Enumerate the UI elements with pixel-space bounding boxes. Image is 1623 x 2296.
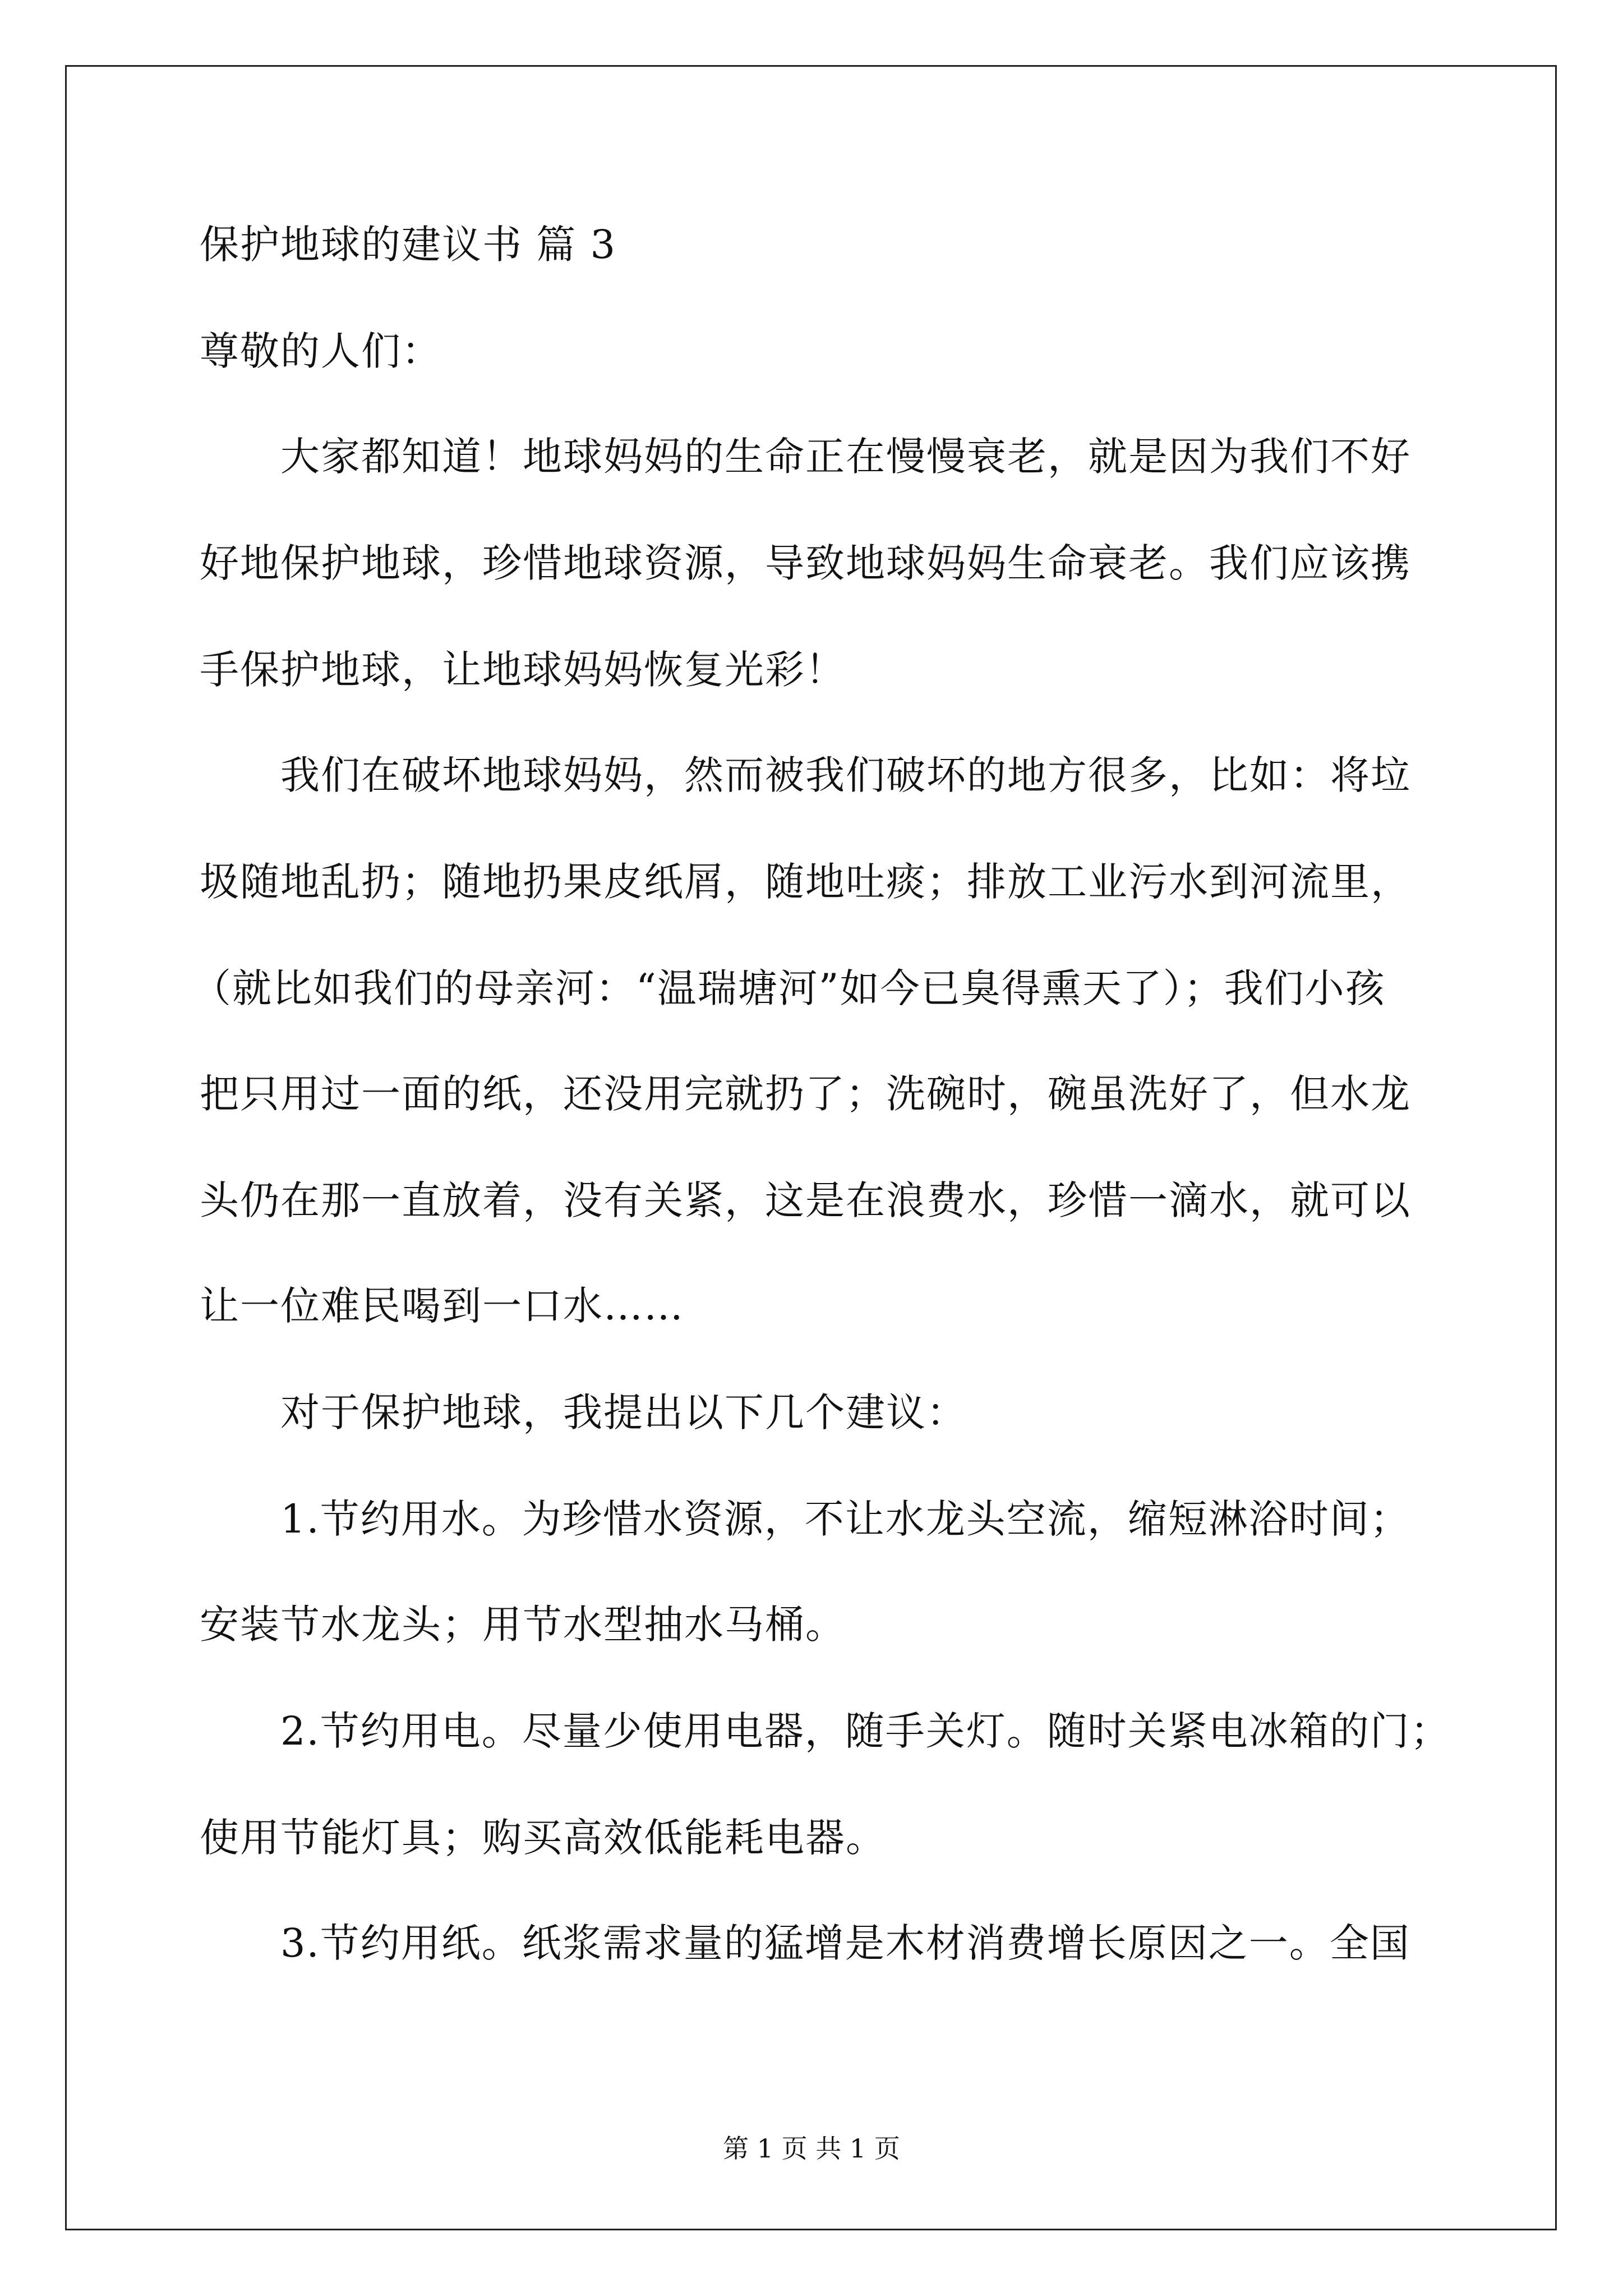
page-footer: 第 1 页 共 1 页 [723, 2133, 900, 2164]
list-item: 1.节约用水。为珍惜水资源，不让水龙头空流，缩短淋浴时间； [280, 1496, 1410, 1542]
paragraph-line: （就比如我们的母亲河：“温瑞塘河”如今已臭得熏天了）；我们小孩 [192, 965, 1386, 1011]
paragraph-line: 圾随地乱扔；随地扔果皮纸屑，随地吐痰；排放工业污水到河流里， [200, 859, 1411, 905]
list-item-continuation: 使用节能灯具；购买高效低能耗电器。 [200, 1815, 886, 1861]
paragraph-line: 手保护地球，让地球妈妈恢复光彩！ [200, 647, 846, 693]
paragraph-line: 我们在破坏地球妈妈，然而被我们破坏的地方很多，比如：将垃 [280, 752, 1411, 798]
paragraph-line: 让一位难民喝到一口水…… [200, 1283, 684, 1329]
list-item: 3.节约用纸。纸浆需求量的猛增是木材消费增长原因之一。全国 [280, 1920, 1410, 1966]
salutation: 尊敬的人们： [200, 328, 442, 374]
list-item-continuation: 安装节水龙头；用节水型抽水马桶。 [200, 1602, 846, 1648]
document-title: 保护地球的建议书 篇 3 [200, 222, 617, 268]
paragraph-line: 大家都知道！地球妈妈的生命正在慢慢衰老，就是因为我们不好 [280, 434, 1411, 480]
paragraph-line: 把只用过一面的纸，还没用完就扔了；洗碗时，碗虽洗好了，但水龙 [200, 1071, 1411, 1117]
paragraph-line: 头仍在那一直放着，没有关紧，这是在浪费水，珍惜一滴水，就可以 [200, 1177, 1411, 1223]
list-item: 2.节约用电。尽量少使用电器，随手关灯。随时关紧电冰箱的门； [280, 1708, 1451, 1754]
paragraph-line: 好地保护地球，珍惜地球资源，导致地球妈妈生命衰老。我们应该携 [200, 540, 1411, 586]
paragraph-line: 对于保护地球，我提出以下几个建议： [280, 1389, 967, 1435]
page-border [65, 65, 1557, 2230]
